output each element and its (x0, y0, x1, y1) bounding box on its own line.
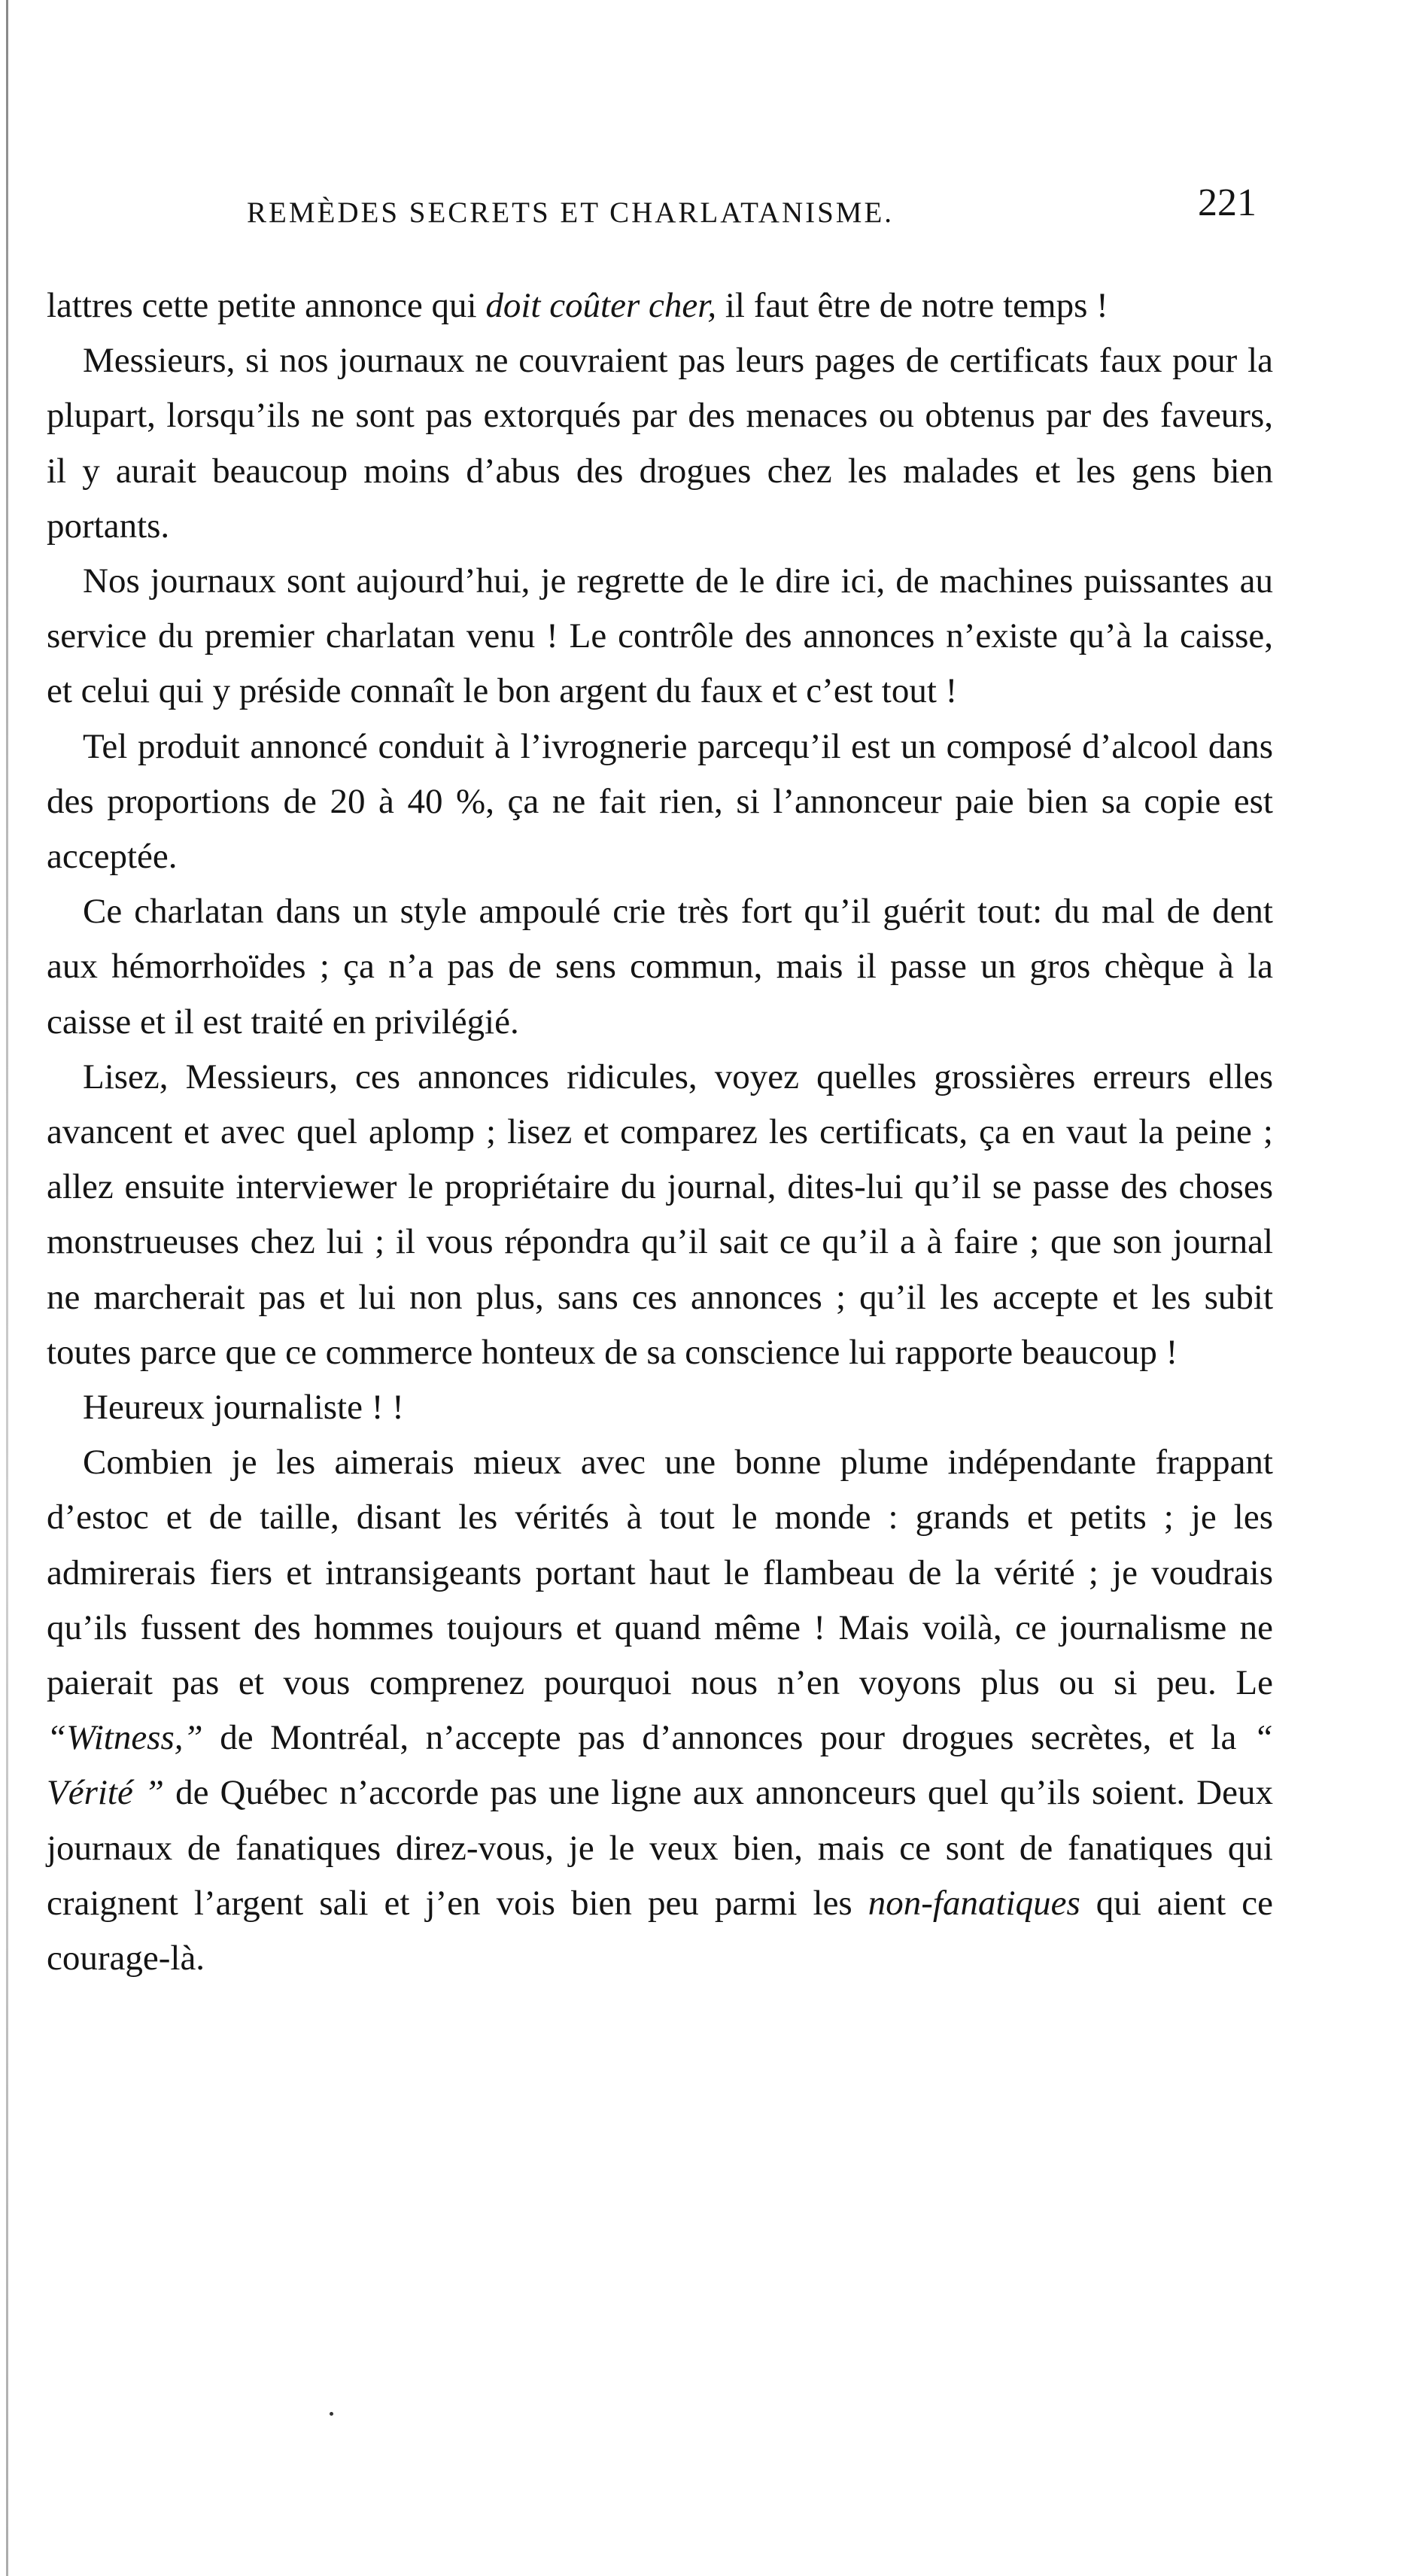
italic-text-run: “ Vérité ” (47, 1718, 1273, 1813)
text-run: de Québec n’accorde pas une ligne aux annonceurs quel qu’ils soient. Deux journaux de fanatiques direz-vous, je le veux bien, mais ce sont de fanatiques qui craignent l’argent sali et j’en vois bien peu parmi les (47, 1773, 1273, 1923)
page-edge-shadow (6, 0, 8, 2576)
italic-text-run: “Witness,” (47, 1718, 203, 1758)
text-run: Combien je les aimerais mieux avec une bonne plume indépendante frappant d’estoc et de taille, disant les vérités à tout le monde : grands et petits ; je les admirerais fiers et intransigeants portant haut le flambeau de la vérité ; je voudrais qu’ils fussent des hommes toujours et quand même ! Mais voilà, ce journalisme ne paierait pas et vous comprenez pourquoi nous n’en voyons plus ou si peu. Le (47, 1443, 1273, 1703)
text-run: il faut être de notre temps ! (716, 286, 1108, 325)
italic-text-run: non-fanatiques (868, 1883, 1080, 1923)
text-run: Heureux journaliste ! ! (83, 1388, 404, 1428)
paragraph (47, 1435, 1273, 1986)
text-run: Messieurs, si nos journaux ne couvraient pas leurs pages de certificats faux pour la plupart, lorsqu’ils ne sont pas extorqués par des menaces ou obtenus par des faveurs, il y aurait beaucoup moins d’abus des drogues chez les malades et les gens bien portants. (47, 341, 1273, 546)
paragraph (47, 884, 1273, 1050)
running-head: REMÈDES SECRETS ET CHARLATANISME. (247, 196, 895, 229)
text-run: Lisez, Messieurs, ces annonces ridicules, voyez quelles grossières erreurs elles avancent et avec quel aplomp ; lisez et comparez les certificats, ça en vaut la peine ; allez ensuite interviewer le propriétaire du journal, dites-lui qu’il se passe des choses monstrueuses chez lui ; il vous répondra qu’il sait ce qu’il a à faire ; que son journal ne marcherait pas et lui non plus, sans ces annonces ; qu’il les accepte et les subit toutes parce que ce commerce honteux de sa conscience lui rapporte beaucoup ! (47, 1057, 1273, 1372)
text-run: qui aient ce courage-là. (47, 1883, 1273, 1978)
italic-text-run: doit coûter cher, (485, 286, 717, 325)
body-text (47, 278, 1273, 1986)
paragraph (47, 554, 1273, 719)
text-run: de Montréal, n’accepte pas d’annonces pour drogues secrètes, et la (202, 1718, 1254, 1758)
text-run: lattres cette petite annonce qui (47, 286, 486, 325)
page-header (45, 175, 1257, 242)
page-number: 221 (1198, 181, 1257, 224)
paragraph (47, 719, 1273, 885)
ink-speck (330, 2412, 333, 2416)
text-run: Tel produit annoncé conduit à l’ivrognerie parcequ’il est un composé d’alcool dans des proportions de 20 à 40 %, ça ne fait rien, si l’annonceur paie bien sa copie est acceptée. (47, 726, 1273, 877)
text-run: Nos journaux sont aujourd’hui, je regrette de le dire ici, de machines puissantes au service du premier charlatan venu ! Le contrôle des annonces n’existe qu’à la caisse, et celui qui y préside connaît le bon argent du faux et c’est tout ! (47, 561, 1273, 711)
paragraph (47, 1380, 1273, 1435)
text-run: Ce charlatan dans un style ampoulé crie très fort qu’il guérit tout: du mal de dent aux hémorrhoïdes ; ça n’a pas de sens commun, mais il passe un gros chèque à la caisse et il est traité en privilégié. (47, 892, 1273, 1042)
paragraph (47, 278, 1273, 333)
paragraph (47, 333, 1273, 554)
paragraph (47, 1050, 1273, 1380)
